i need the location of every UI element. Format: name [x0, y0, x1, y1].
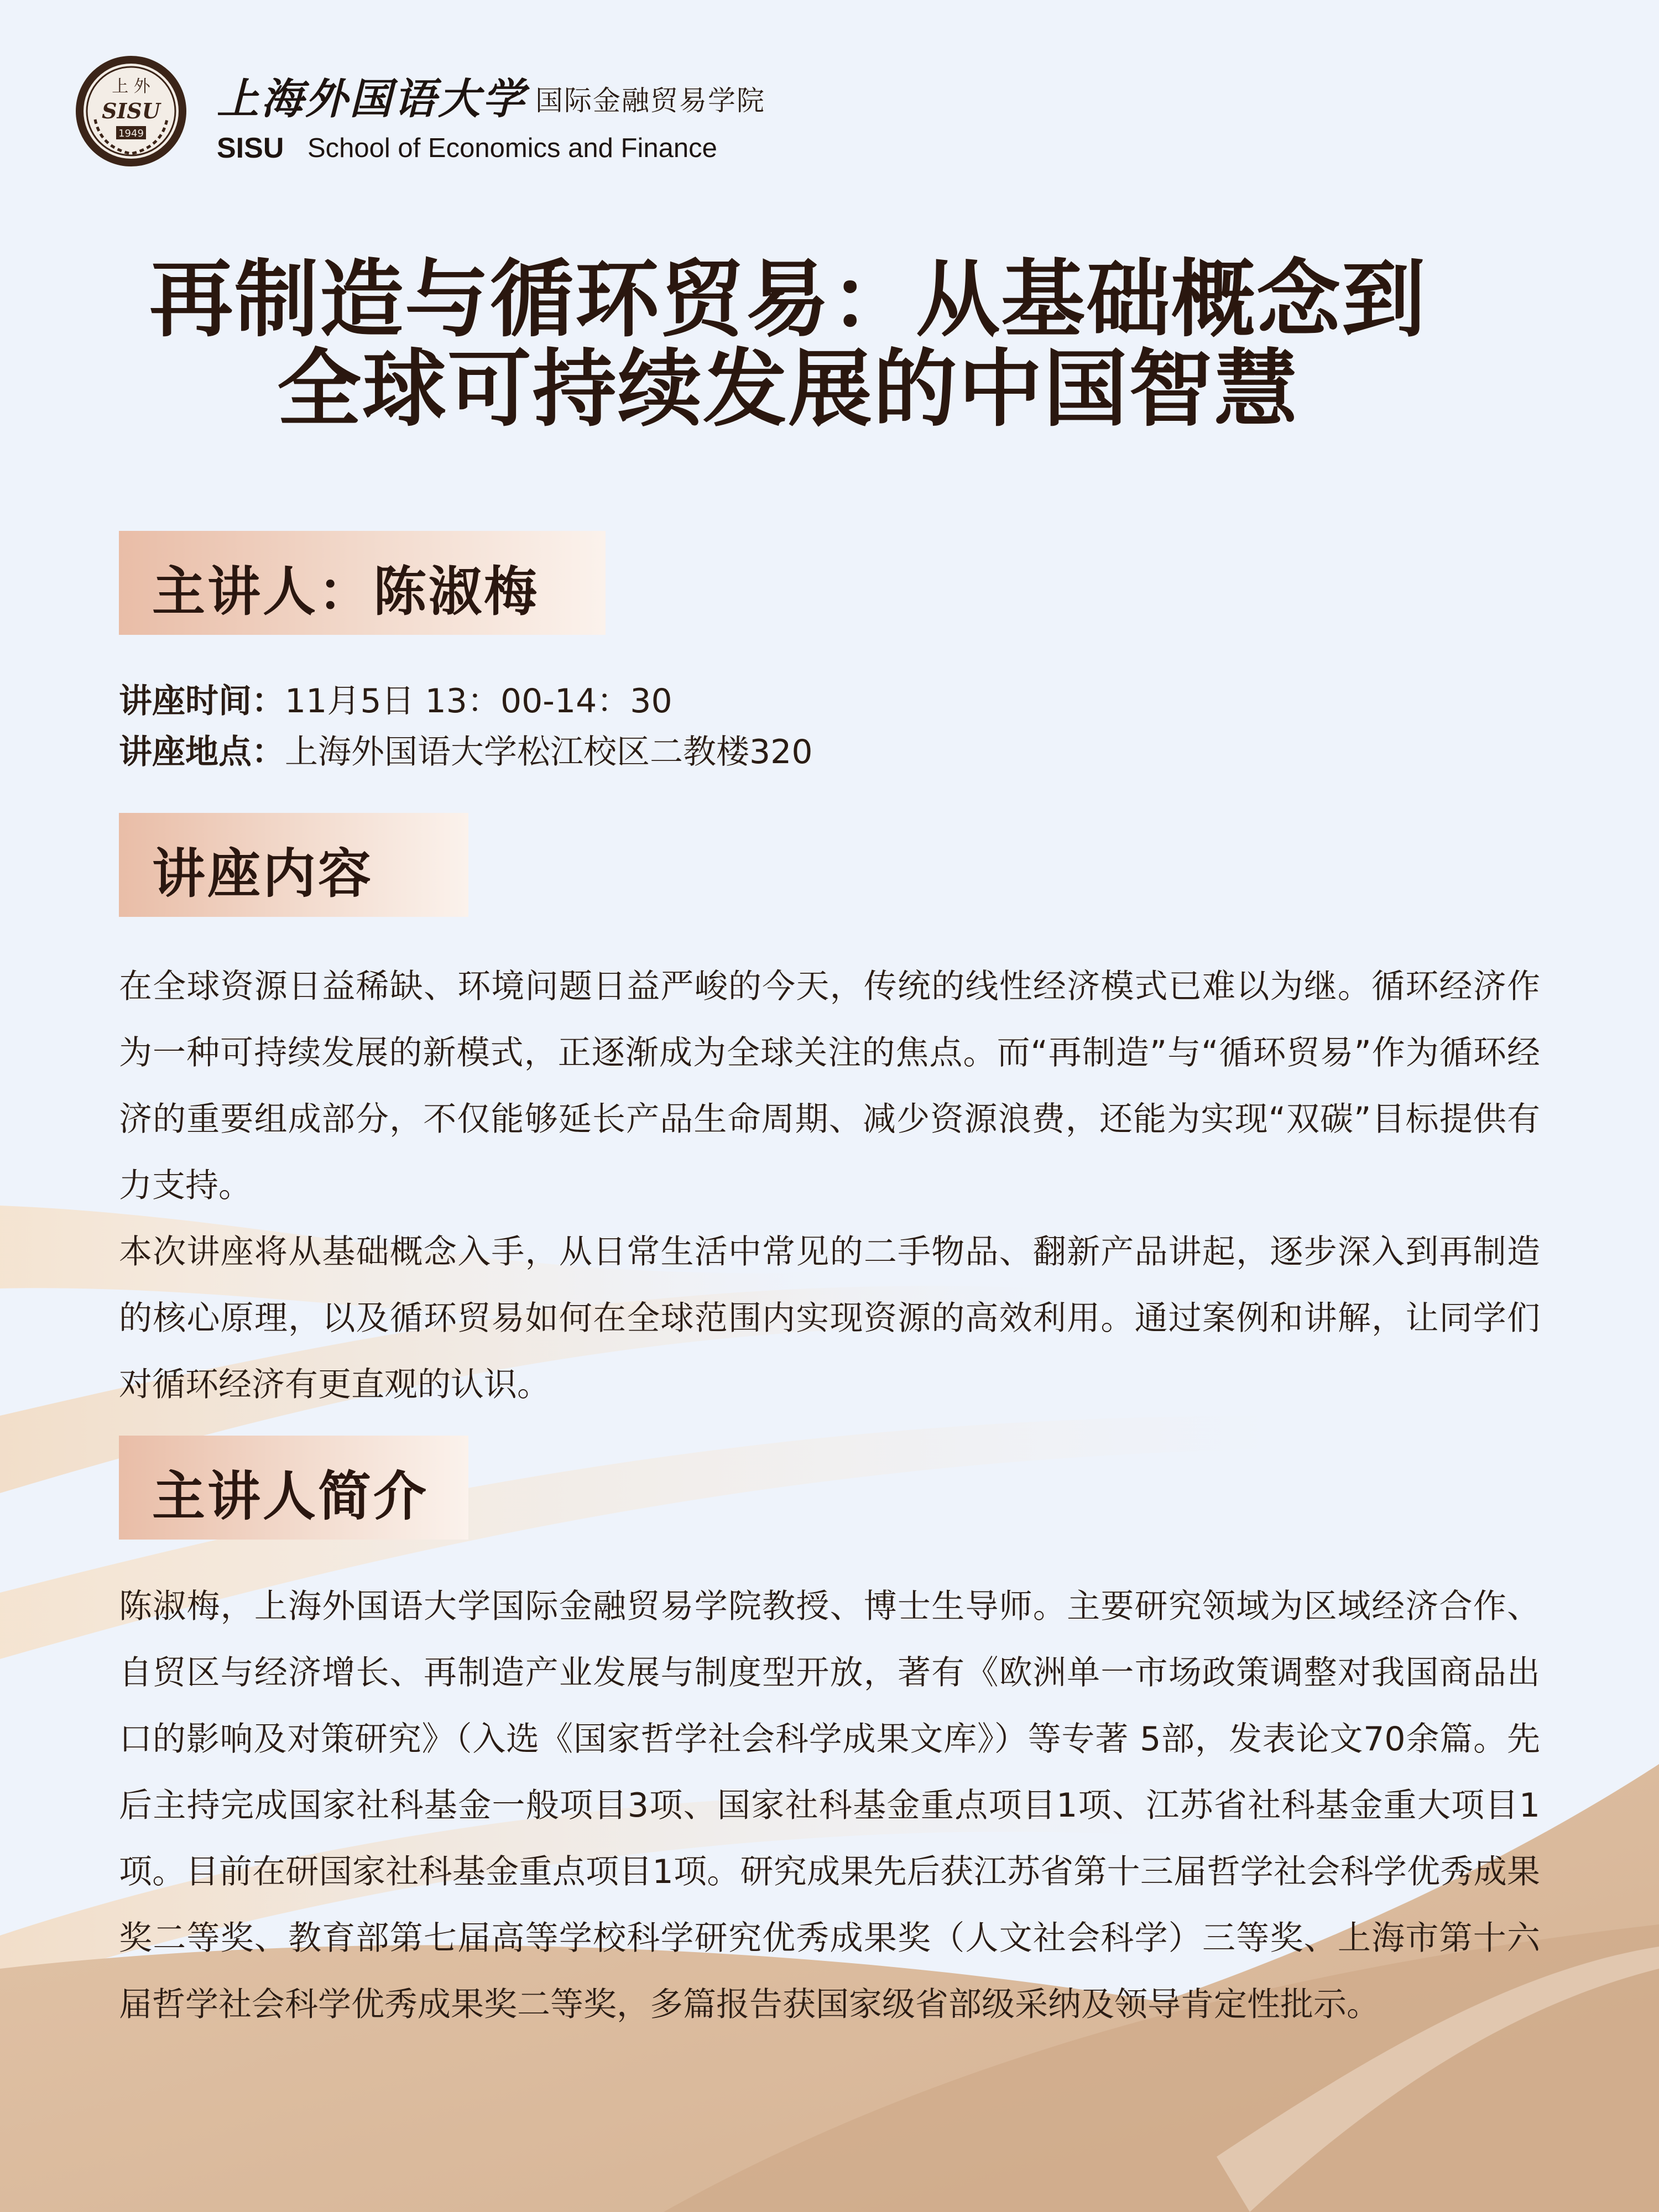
poster-title-line1: 再制造与循环贸易：从基础概念到 [149, 249, 1427, 348]
speaker-bio-heading-band [119, 1436, 468, 1540]
university-abbr: SISU [217, 132, 284, 164]
speaker-bio-heading: 主讲人简介 [152, 1465, 429, 1527]
lecture-content-heading: 讲座内容 [152, 843, 373, 905]
lecture-place-value: 上海外国语大学松江校区二教楼320 [285, 733, 813, 771]
speaker-heading-band [119, 531, 606, 635]
university-name-cn: 上海外国语大学 [217, 74, 526, 123]
seal-year: 1949 [118, 128, 144, 139]
lecture-place-label: 讲座地点： [119, 733, 285, 771]
lecture-time-value: 11月5日 13：00-14：30 [285, 682, 672, 721]
school-name-cn: 国际金融贸易学院 [535, 85, 765, 117]
speaker-bio-paragraph: 陈淑梅，上海外国语大学国际金融贸易学院教授、博士生导师。主要研究领域为区域经济合作、自贸区与经济增长、再制造产业发展与制度型开放，著有《欧洲单一市场政策调整对我国商品出口的影响及对策研究》（入选《国家哲学社会科学成果文库》）等专著 5部，发表论文70余篇。先后主持完成国家社科基金一般项目3项、国家社科基金重点项目1项、江苏省社科基金重大项目1项。目前在研国家社科基金重点项目1项。研究成果先后获江苏省第十三届哲学社会科学优秀成果奖二等奖、教育部第七届高等学校科学研究优秀成果奖（人文社会科学）三等奖、上海市第十六届哲学社会科学优秀成果奖二等奖，多篇报告获国家级省部级采纳及领导肯定性批示。 [119, 1587, 1540, 2024]
lecture-content-paragraph-2: 本次讲座将从基础概念入手，从日常生活中常见的二手物品、翻新产品讲起，逐步深入到再制造的核心原理，以及循环贸易如何在全球范围内实现资源的高效利用。通过案例和讲解，让同学们对循环经济有更直观的认识。 [119, 1233, 1540, 1404]
seal-middle-text: SISU [102, 98, 160, 123]
university-seal-logo [73, 53, 189, 169]
poster-title-line2: 全球可持续发展的中国智慧 [277, 339, 1299, 438]
seal-top-text: 上 外 [112, 77, 150, 96]
lecture-place [119, 726, 813, 773]
speaker-heading: 主讲人：陈淑梅 [152, 561, 539, 623]
lecture-time-label: 讲座时间： [119, 682, 285, 721]
lecture-time [119, 675, 672, 722]
lecture-content-paragraph-1: 在全球资源日益稀缺、环境问题日益严峻的今天，传统的线性经济模式已难以为继。循环经济作为一种可持续发展的新模式，正逐渐成为全球关注的焦点。而“再制造”与“循环贸易”作为循环经济的重要组成部分，不仅能够延长产品生命周期、减少资源浪费，还能为实现“双碳”目标提供有力支持。 [119, 967, 1540, 1205]
lecture-content-heading-band [119, 813, 468, 917]
school-name-en: School of Economics and Finance [307, 133, 717, 163]
